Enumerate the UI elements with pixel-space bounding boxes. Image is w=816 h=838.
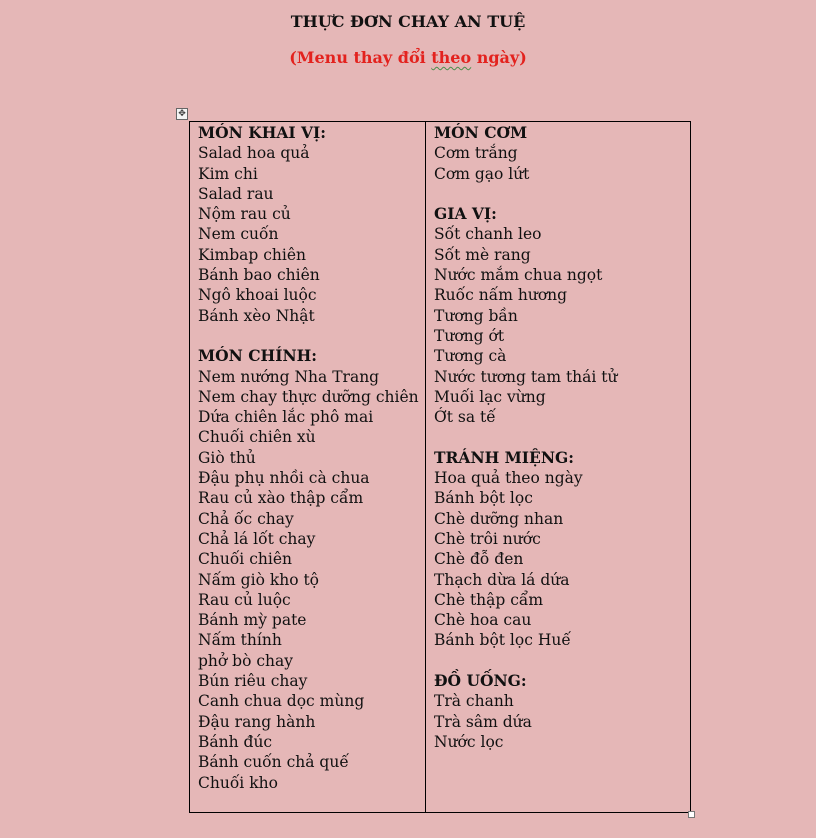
menu-section bbox=[434, 204, 690, 427]
menu-item: Rau củ luộc bbox=[198, 590, 291, 609]
section-heading: GIA VỊ: bbox=[434, 204, 497, 224]
menu-item: Tương bần bbox=[434, 306, 518, 325]
menu-column-left bbox=[190, 122, 426, 812]
menu-subtitle bbox=[0, 48, 816, 67]
menu-item: Chè trôi nước bbox=[434, 529, 541, 548]
menu-item: Bún riêu chay bbox=[198, 672, 308, 691]
menu-item: Nem nướng Nha Trang bbox=[198, 367, 380, 386]
menu-item: Bánh bột lọc Huế bbox=[434, 631, 571, 650]
section-heading: ĐỒ UỐNG: bbox=[434, 671, 527, 691]
section-heading: MÓN KHAI VỊ: bbox=[198, 123, 327, 142]
section-heading: MÓN CƠM bbox=[434, 123, 528, 142]
menu-item: Chả lá lốt chay bbox=[198, 529, 316, 548]
menu-item: Bánh bột lọc bbox=[434, 489, 533, 508]
menu-item: Salad rau bbox=[198, 184, 274, 203]
menu-item: Chè dưỡng nhan bbox=[434, 509, 564, 528]
menu-item: Đậu phụ nhồi cà chua bbox=[198, 469, 370, 488]
menu-item: Hoa quả theo ngày bbox=[434, 469, 583, 488]
menu-item: Dứa chiên lắc phô mai bbox=[198, 408, 374, 427]
subtitle-spellcheck-word: theo bbox=[431, 48, 472, 67]
menu-item: Chuối kho bbox=[198, 773, 278, 792]
menu-item: Muối lạc vừng bbox=[434, 387, 546, 406]
menu-item: Chè đỗ đen bbox=[434, 550, 524, 569]
menu-item: Kim chi bbox=[198, 164, 258, 183]
menu-item: Ngô khoai luộc bbox=[198, 286, 317, 305]
menu-section bbox=[198, 123, 425, 326]
menu-item: Chuối chiên bbox=[198, 550, 292, 569]
menu-column-right bbox=[426, 122, 690, 812]
section-heading: TRÁNH MIỆNG: bbox=[434, 447, 574, 467]
menu-item: Ớt sa tế bbox=[434, 408, 496, 427]
section-heading: MÓN CHÍNH: bbox=[198, 346, 317, 366]
menu-item: Thạch dừa lá dứa bbox=[434, 570, 570, 589]
subtitle-text-end: ngày) bbox=[471, 48, 527, 67]
menu-item: Nước mắm chua ngọt bbox=[434, 266, 603, 285]
menu-item: Chuối chiên xù bbox=[198, 428, 316, 447]
menu-item: Cơm gạo lứt bbox=[434, 164, 530, 183]
menu-item: Tương cà bbox=[434, 347, 507, 366]
menu-item: Trà sâm dứa bbox=[434, 712, 532, 731]
menu-item: Nước tương tam thái tử bbox=[434, 367, 618, 386]
menu-item: Đậu rang hành bbox=[198, 712, 316, 731]
menu-item: Canh chua dọc mùng bbox=[198, 692, 365, 711]
menu-item: Chè thập cẩm bbox=[434, 590, 544, 609]
menu-item: Giò thủ bbox=[198, 448, 256, 467]
menu-item: Sốt mè rang bbox=[434, 245, 531, 264]
menu-item: Nấm giò kho tộ bbox=[198, 570, 320, 589]
menu-section bbox=[198, 346, 425, 793]
menu-item: Nem cuốn bbox=[198, 225, 279, 244]
menu-item: Kimbap chiên bbox=[198, 245, 307, 264]
menu-item: Nem chay thực dưỡng chiên bbox=[198, 387, 419, 406]
menu-item: Chè hoa cau bbox=[434, 611, 532, 630]
menu-item: Nộm rau củ bbox=[198, 205, 291, 224]
menu-item: phở bò chay bbox=[198, 651, 294, 670]
menu-item: Trà chanh bbox=[434, 692, 514, 711]
menu-item: Nước lọc bbox=[434, 732, 504, 751]
menu-item: Bánh đúc bbox=[198, 732, 273, 751]
menu-item: Bánh bao chiên bbox=[198, 266, 320, 285]
menu-item: Ruốc nấm hương bbox=[434, 286, 568, 305]
menu-item: Tương ớt bbox=[434, 326, 505, 345]
menu-item: Nấm thính bbox=[198, 631, 282, 650]
menu-item: Bánh mỳ pate bbox=[198, 611, 307, 630]
menu-table bbox=[189, 121, 691, 813]
table-resize-handle[interactable] bbox=[688, 811, 695, 818]
menu-item: Cơm trắng bbox=[434, 144, 518, 163]
menu-item: Bánh xèo Nhật bbox=[198, 306, 315, 325]
menu-item: Salad hoa quả bbox=[198, 144, 310, 163]
menu-section bbox=[434, 448, 690, 651]
menu-section bbox=[434, 671, 690, 752]
menu-item: Chả ốc chay bbox=[198, 509, 294, 528]
menu-title: THỰC ĐƠN CHAY AN TUỆ bbox=[290, 12, 526, 31]
menu-section bbox=[434, 123, 690, 184]
menu-item: Rau củ xào thập cẩm bbox=[198, 489, 364, 508]
menu-item: Sốt chanh leo bbox=[434, 225, 542, 244]
menu-item: Bánh cuốn chả quế bbox=[198, 753, 349, 772]
table-move-handle-icon[interactable]: ✥ bbox=[176, 108, 188, 120]
subtitle-text-start: (Menu thay đổi bbox=[289, 48, 432, 67]
